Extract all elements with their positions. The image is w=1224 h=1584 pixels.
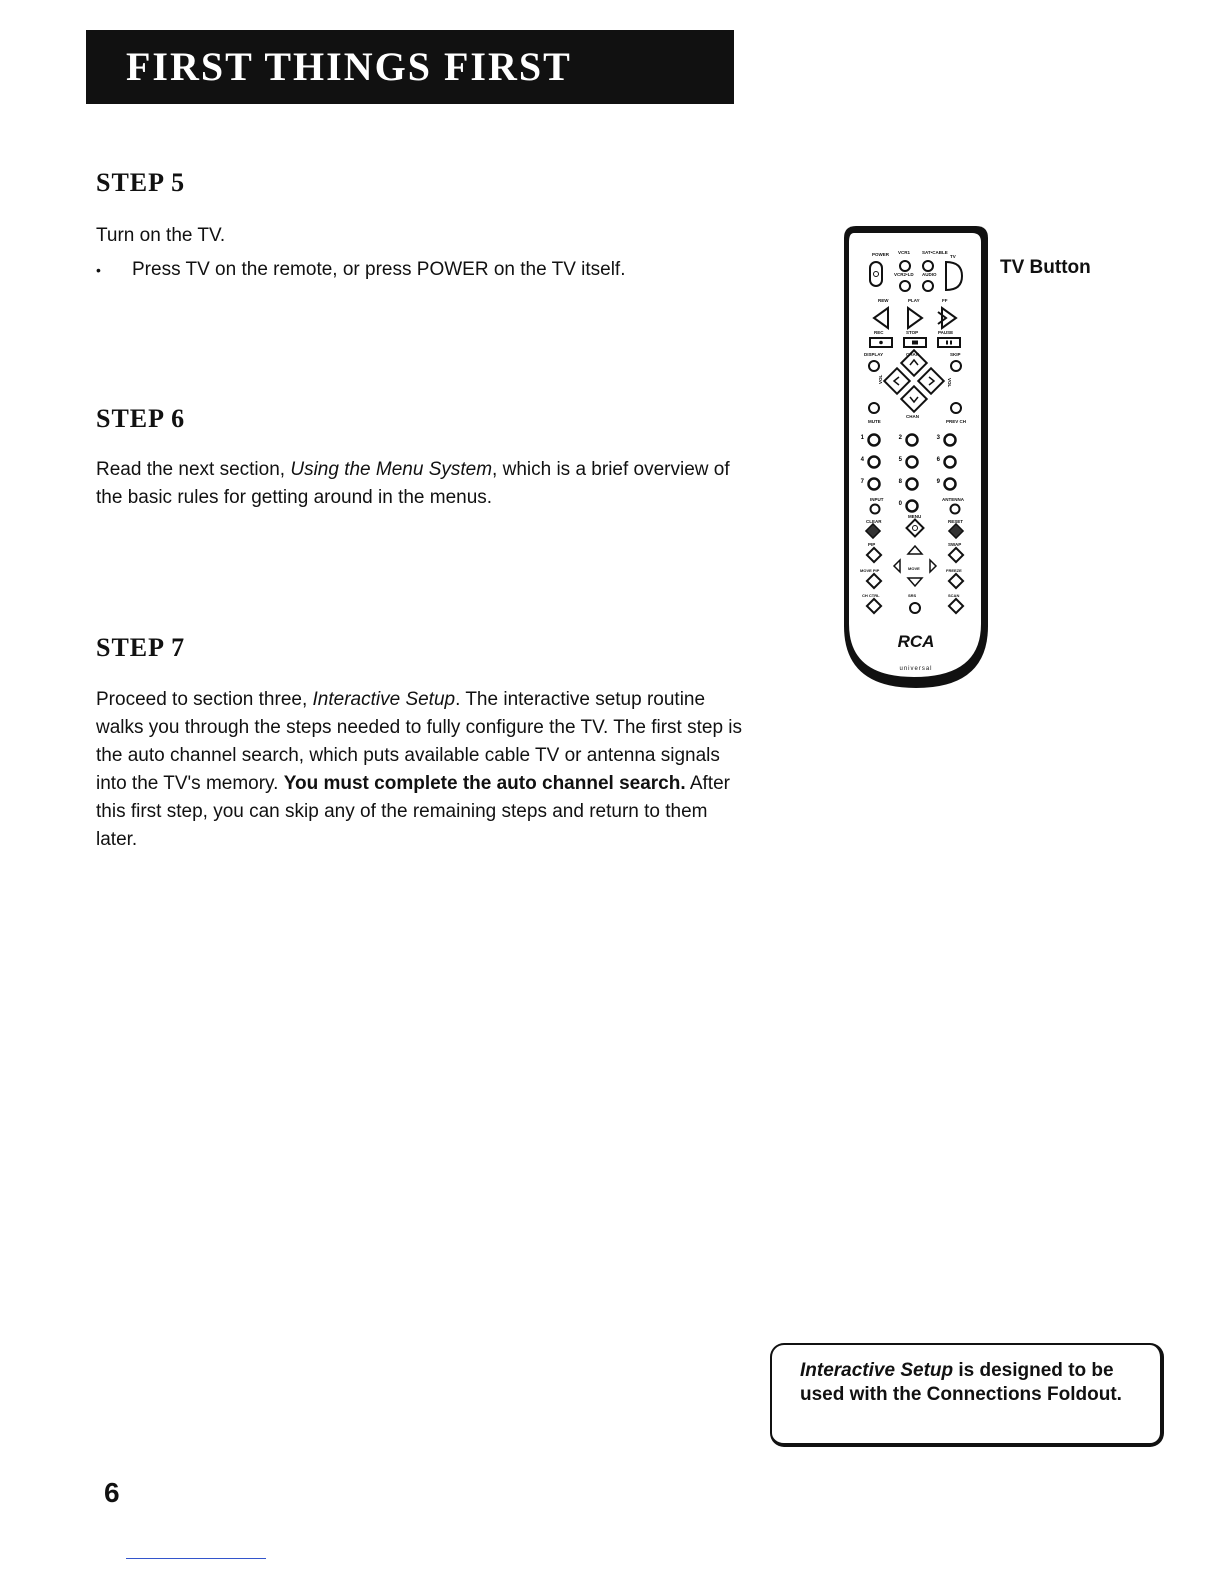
remote-label: SRS (908, 593, 917, 598)
note-box (770, 1343, 1164, 1447)
remote-label: PAUSE (938, 330, 954, 335)
remote-label: DISPLAY (864, 352, 884, 357)
remote-label: RESET (948, 519, 964, 524)
remote-label: POWER (872, 252, 890, 257)
digit-label: 8 (898, 479, 902, 485)
step-7-text-part: After this first step, you can skip any of the remaining steps and return to them later. (96, 773, 730, 850)
digit-label: 3 (936, 435, 940, 441)
bullet-icon: • (96, 262, 101, 278)
footer-divider (126, 1558, 266, 1559)
remote-label: FF (942, 298, 948, 303)
remote-label: ANTENNA (942, 497, 964, 502)
remote-label: CHAN (906, 352, 919, 357)
digit-label: 9 (936, 479, 940, 485)
step-6-text-part: , which is a brief overview of the basic rules for getting around in the menus. (96, 459, 730, 508)
remote-label: MOVE PIP (860, 568, 880, 573)
remote-label: VCR1 (898, 250, 911, 255)
digit-label: 0 (898, 501, 902, 507)
remote-label: TV (950, 254, 956, 259)
remote-label: SCAN (948, 593, 960, 598)
remote-label: SWAP (948, 542, 962, 547)
step-7-text-part: . The interactive setup routine walks you through the steps needed to fully configure the TV. The first step is the auto channel search, which puts available cable TV or antenna signals into the TV's memory. (96, 689, 743, 794)
remote-label: MENU (908, 514, 922, 519)
step-5-bullet (96, 256, 626, 284)
step-5-bullet-text: Press TV on the remote, or press POWER on the TV itself. (132, 259, 626, 280)
step-7-text (96, 686, 744, 854)
remote-label: VOL (947, 378, 952, 388)
remote-label: CLEAR (866, 519, 882, 524)
step-6-section-ref: Using the Menu System (290, 459, 493, 480)
step-6-text-part: Read the next section, (96, 459, 291, 480)
remote-illustration (842, 226, 990, 692)
step-6-text (96, 456, 746, 512)
page-header (86, 30, 734, 104)
remote-label: STOP (906, 330, 919, 335)
page-title: FIRST THINGS FIRST (126, 44, 572, 89)
remote-label: PLAY (908, 298, 920, 303)
step-7-warning: You must complete the auto channel search. (283, 773, 686, 794)
digit-label: 6 (936, 457, 940, 463)
remote-label: PIP (868, 542, 876, 547)
page-number: 6 (104, 1477, 120, 1508)
digit-label: 4 (860, 457, 864, 463)
remote-label: REW (878, 298, 889, 303)
rca-logo: RCA (897, 632, 935, 651)
remote-label: AUDIO (922, 272, 937, 277)
remote-label: SKIP (950, 352, 961, 357)
step-7-section-ref: Interactive Setup (312, 689, 456, 710)
tv-button-callout: TV Button (1000, 257, 1091, 278)
remote-label: MUTE (868, 419, 881, 424)
note-text: is designed to be used with the Connections Foldout. (800, 1360, 1122, 1405)
remote-label: FREEZE (946, 568, 962, 573)
remote-label: PREV CH (946, 419, 967, 424)
digit-label: 1 (860, 435, 864, 441)
remote-label: REC (874, 330, 884, 335)
digit-label: 5 (898, 457, 902, 463)
remote-label: CHAN (906, 414, 919, 419)
remote-label: SAT•CABLE (922, 250, 948, 255)
remote-label: CH CTRL (862, 593, 880, 598)
step-7-heading: STEP 7 (96, 633, 186, 662)
note-setup-ref: Interactive Setup (800, 1360, 954, 1381)
remote-drawing (842, 226, 990, 692)
step-5-heading: STEP 5 (96, 168, 186, 197)
remote-label: MOVE (908, 566, 920, 571)
remote-label: INPUT (870, 497, 884, 502)
remote-label: VOL (878, 374, 883, 384)
step-6-heading: STEP 6 (96, 404, 186, 433)
step-7-text-part: Proceed to section three, (96, 689, 313, 710)
digit-label: 2 (898, 435, 902, 441)
digit-label: 7 (860, 479, 864, 485)
universal-logo: universal (899, 666, 933, 672)
step-5-intro: Turn on the TV. (96, 225, 226, 246)
remote-label: VCR2•LD (894, 272, 914, 277)
